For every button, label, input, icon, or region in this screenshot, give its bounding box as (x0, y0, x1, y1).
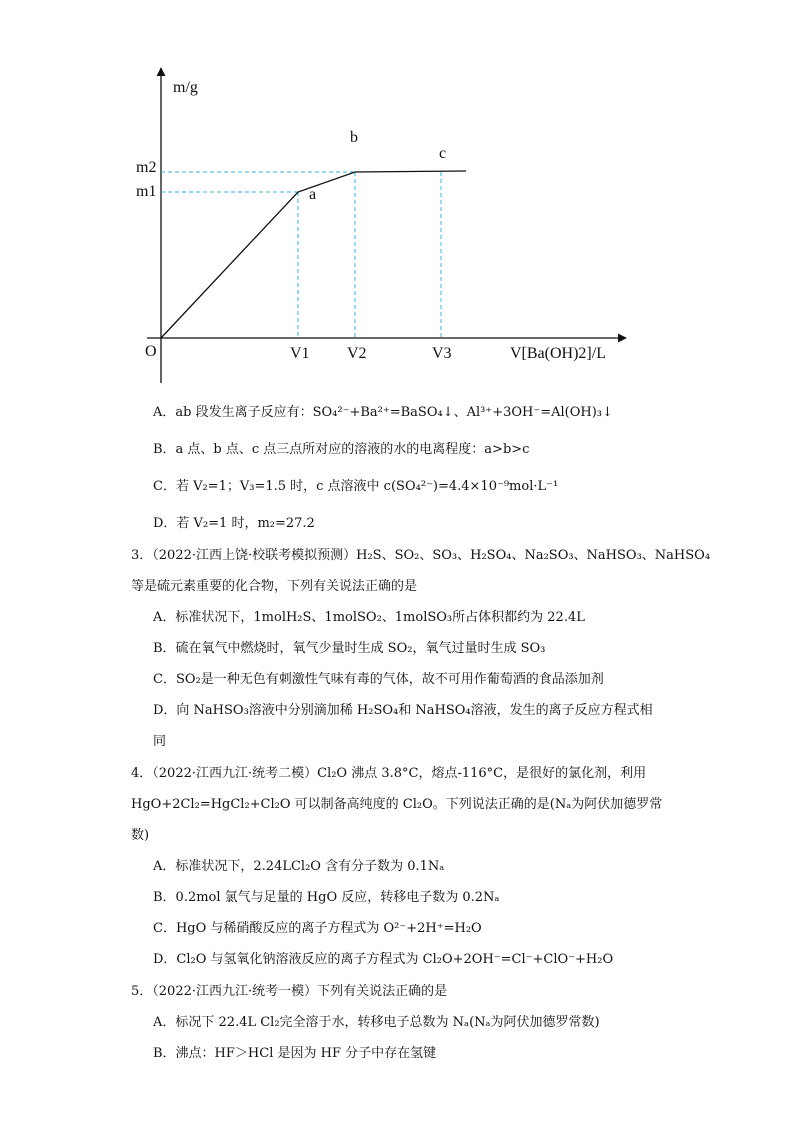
q3-option-c: C．SO₂是一种无色有刺激性气味有毒的气体，故不可用作葡萄酒的食品添加剂 (153, 672, 604, 687)
q3-stem-line1: 3．（2022·江西上饶·校联考模拟预测）H₂S、SO₂、SO₃、H₂SO₄、Na₂SO₃、NaHSO₃、NaHSO₄ (131, 548, 711, 563)
q3-option-a: A．标准状况下，1molH₂S、1molSO₂、1molSO₃所占体积都约为 22.4L (153, 610, 585, 625)
q4-option-d: D．Cl₂O 与氢氧化钠溶液反应的离子方程式为 Cl₂O+2OH⁻=Cl⁻+ClO⁻+H₂O (153, 952, 614, 967)
m1-label: m1 (136, 183, 157, 200)
v2-label: V2 (347, 345, 367, 362)
q3-option-d: D．向 NaHSO₃溶液中分别滴加稀 H₂SO₄和 NaHSO₄溶液，发生的离子反应方程式相 (153, 703, 653, 718)
q3-option-d-cont: 同 (153, 734, 167, 749)
origin-label: O (145, 343, 157, 360)
point-c-label: c (439, 145, 447, 162)
v3-label: V3 (432, 345, 452, 362)
q5-option-a: A．标况下 22.4L Cl₂完全溶于水，转移电子总数为 Nₐ(Nₐ为阿伏加德罗常数) (153, 1015, 600, 1030)
point-b-label: b (350, 129, 358, 146)
q3-option-b: B．硫在氧气中燃烧时，氧气少量时生成 SO₂，氧气过量时生成 SO₃ (153, 641, 546, 656)
q4-option-a: A．标准状况下，2.24LCl₂O 含有分子数为 0.1Nₐ (153, 859, 445, 874)
q4-option-b: B．0.2mol 氯气与足量的 HgO 反应，转移电子数为 0.2Nₐ (153, 890, 500, 905)
x-axis-label: V[Ba(OH)2]/L (510, 345, 606, 362)
v1-label: V1 (290, 345, 310, 362)
q3-stem-line2: 等是硫元素重要的化合物，下列有关说法正确的是 (131, 579, 418, 594)
q2-option-a: A．ab 段发生离子反应有：SO₄²⁻+Ba²⁺=BaSO₄↓、Al³⁺+3OH⁻=Al(OH)₃↓ (153, 405, 613, 420)
q5-option-b: B．沸点：HF＞HCl 是因为 HF 分子中存在氢键 (153, 1046, 437, 1061)
q5-stem-line1: 5．（2022·江西九江·统考一模）下列有关说法正确的是 (131, 984, 448, 999)
q4-stem-line3: 数) (131, 828, 150, 843)
q4-option-c: C．HgO 与稀硝酸反应的离子方程式为 O²⁻+2H⁺=H₂O (153, 921, 482, 936)
mass-volume-graph (0, 0, 794, 400)
q2-option-c: C．若 V₂=1；V₃=1.5 时，c 点溶液中 c(SO₄²⁻)=4.4×10⁻⁹mol·L⁻¹ (153, 479, 559, 494)
q2-option-d: D．若 V₂=1 时，m₂=27.2 (153, 516, 315, 531)
m2-label: m2 (136, 159, 157, 176)
y-axis-label: m/g (173, 79, 198, 96)
q2-option-b: B．a 点、b 点、c 点三点所对应的溶液的水的电离程度：a>b>c (153, 442, 530, 457)
point-a-label: a (309, 186, 317, 203)
q4-stem-line2: HgO+2Cl₂=HgCl₂+Cl₂O 可以制备高纯度的 Cl₂O。下列说法正确的是(Nₐ为阿伏加德罗常 (131, 797, 663, 812)
q4-stem-line1: 4．（2022·江西九江·统考二模）Cl₂O 沸点 3.8°C，熔点-116°C，是很好的氯化剂，利用 (131, 766, 647, 781)
